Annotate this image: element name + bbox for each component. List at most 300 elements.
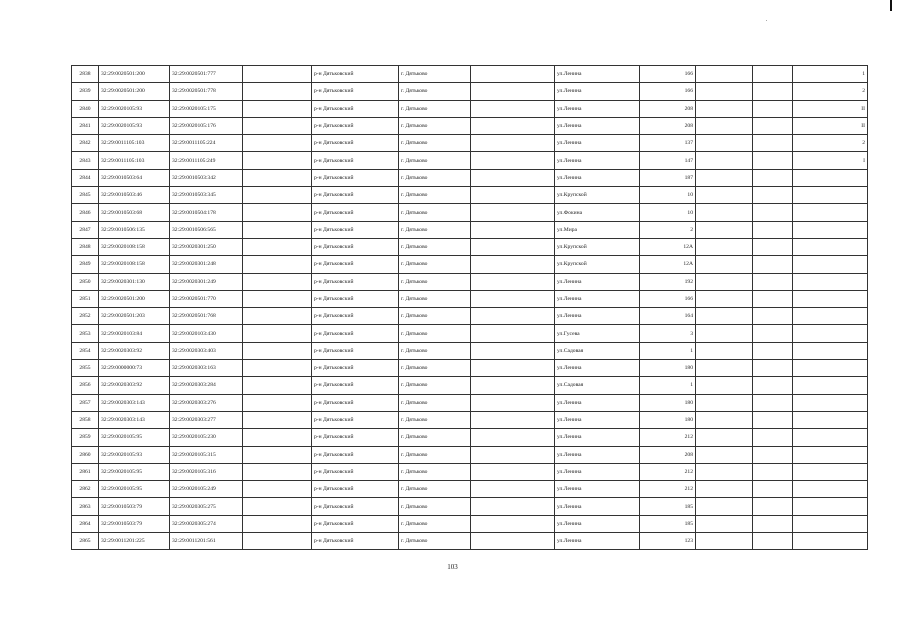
house-number-cell: 166 [640, 290, 696, 307]
city-cell: г. Дятьково [399, 83, 471, 100]
empty-cell [696, 66, 753, 83]
empty-cell [696, 290, 753, 307]
object-number-cell: 32:29:0020301:250 [170, 238, 243, 255]
object-number-cell: 32:29:0020301:249 [170, 273, 243, 290]
empty-cell [243, 429, 312, 446]
region-cell: р-н Дятьковский [312, 169, 399, 186]
empty-cell [696, 83, 753, 100]
table-row [72, 360, 868, 377]
empty-cell [243, 377, 312, 394]
empty-cell [696, 533, 753, 550]
object-number-cell: 32:29:0020303:277 [170, 411, 243, 428]
empty-cell [471, 66, 555, 83]
house-number-cell: 166 [640, 66, 696, 83]
empty-cell [471, 169, 555, 186]
object-number-cell: 32:29:0020103:430 [170, 325, 243, 342]
unit-mark-cell [793, 169, 868, 186]
cadastral-number-cell: 32:29:0020303:143 [99, 394, 170, 411]
table-row [72, 117, 868, 134]
empty-cell [753, 66, 793, 83]
empty-cell [696, 360, 753, 377]
table-row [72, 377, 868, 394]
object-number-cell: 32:29:0020501:770 [170, 290, 243, 307]
empty-cell [243, 273, 312, 290]
empty-cell [471, 411, 555, 428]
object-number-cell: 32:29:0011105:224 [170, 135, 243, 152]
empty-cell [243, 290, 312, 307]
city-cell: г. Дятьково [399, 308, 471, 325]
object-number-cell: 32:29:0010503:345 [170, 187, 243, 204]
empty-cell [753, 117, 793, 134]
empty-cell [243, 515, 312, 532]
empty-cell [753, 290, 793, 307]
cadastral-number-cell: 32:29:0011201:225 [99, 533, 170, 550]
empty-cell [753, 411, 793, 428]
empty-cell [753, 83, 793, 100]
region-cell: р-н Дятьковский [312, 446, 399, 463]
unit-mark-cell: 2 [793, 83, 868, 100]
registry-table-body [72, 66, 868, 550]
empty-cell [243, 83, 312, 100]
empty-cell [471, 256, 555, 273]
empty-cell [696, 100, 753, 117]
empty-cell [696, 515, 753, 532]
empty-cell [471, 429, 555, 446]
empty-cell [696, 238, 753, 255]
table-row [72, 463, 868, 480]
empty-cell [753, 204, 793, 221]
empty-cell [753, 394, 793, 411]
row-number-cell: 2859 [72, 429, 99, 446]
cadastral-number-cell: 32:29:0020105:95 [99, 463, 170, 480]
table-row [72, 100, 868, 117]
house-number-cell: 12А [640, 238, 696, 255]
row-number-cell: 2853 [72, 325, 99, 342]
row-number-cell: 2844 [72, 169, 99, 186]
empty-cell [696, 325, 753, 342]
city-cell: г. Дятьково [399, 152, 471, 169]
empty-cell [471, 325, 555, 342]
empty-cell [753, 169, 793, 186]
empty-cell [243, 342, 312, 359]
empty-cell [471, 533, 555, 550]
page-number: 103 [447, 563, 458, 571]
region-cell: р-н Дятьковский [312, 377, 399, 394]
city-cell: г. Дятьково [399, 360, 471, 377]
table-row [72, 290, 868, 307]
row-number-cell: 2846 [72, 204, 99, 221]
region-cell: р-н Дятьковский [312, 481, 399, 498]
cadastral-number-cell: 32:29:0020303:92 [99, 377, 170, 394]
region-cell: р-н Дятьковский [312, 360, 399, 377]
city-cell: г. Дятьково [399, 169, 471, 186]
street-cell: ул.Гусева [555, 325, 640, 342]
street-cell: ул.Ленина [555, 290, 640, 307]
scan-edge-mark [890, 0, 892, 11]
table-row [72, 204, 868, 221]
house-number-cell: 123 [640, 533, 696, 550]
region-cell: р-н Дятьковский [312, 394, 399, 411]
unit-mark-cell: 1 [793, 66, 868, 83]
table-row [72, 238, 868, 255]
empty-cell [696, 187, 753, 204]
empty-cell [471, 117, 555, 134]
cadastral-number-cell: 32:29:0011105:103 [99, 152, 170, 169]
registry-table [71, 65, 868, 550]
cadastral-number-cell: 32:29:0020103:84 [99, 325, 170, 342]
row-number-cell: 2856 [72, 377, 99, 394]
house-number-cell: 212 [640, 481, 696, 498]
empty-cell [243, 481, 312, 498]
row-number-cell: 2860 [72, 446, 99, 463]
empty-cell [243, 187, 312, 204]
empty-cell [243, 238, 312, 255]
region-cell: р-н Дятьковский [312, 290, 399, 307]
city-cell: г. Дятьково [399, 411, 471, 428]
city-cell: г. Дятьково [399, 221, 471, 238]
empty-cell [696, 135, 753, 152]
empty-cell [471, 377, 555, 394]
table-row [72, 256, 868, 273]
region-cell: р-н Дятьковский [312, 100, 399, 117]
unit-mark-cell [793, 377, 868, 394]
unit-mark-cell [793, 187, 868, 204]
empty-cell [753, 152, 793, 169]
empty-cell [696, 221, 753, 238]
cadastral-number-cell: 32:29:0020105:95 [99, 481, 170, 498]
house-number-cell: 208 [640, 100, 696, 117]
unit-mark-cell [793, 533, 868, 550]
region-cell: р-н Дятьковский [312, 256, 399, 273]
city-cell: г. Дятьково [399, 446, 471, 463]
table-row [72, 135, 868, 152]
object-number-cell: 32:29:0020501:778 [170, 83, 243, 100]
empty-cell [471, 221, 555, 238]
object-number-cell: 32:29:0020105:316 [170, 463, 243, 480]
empty-cell [243, 66, 312, 83]
house-number-cell: 185 [640, 498, 696, 515]
house-number-cell: 212 [640, 429, 696, 446]
table-row [72, 169, 868, 186]
row-number-cell: 2838 [72, 66, 99, 83]
row-number-cell: 2849 [72, 256, 99, 273]
empty-cell [696, 273, 753, 290]
row-number-cell: 2858 [72, 411, 99, 428]
house-number-cell: 1 [640, 377, 696, 394]
region-cell: р-н Дятьковский [312, 238, 399, 255]
unit-mark-cell: I [793, 152, 868, 169]
empty-cell [753, 100, 793, 117]
row-number-cell: 2851 [72, 290, 99, 307]
row-number-cell: 2848 [72, 238, 99, 255]
unit-mark-cell [793, 394, 868, 411]
cadastral-number-cell: 32:29:0020105:93 [99, 117, 170, 134]
empty-cell [753, 273, 793, 290]
table-row [72, 394, 868, 411]
street-cell: ул.Фокина [555, 204, 640, 221]
house-number-cell: 192 [640, 273, 696, 290]
street-cell: ул.Крупской [555, 238, 640, 255]
empty-cell [243, 498, 312, 515]
region-cell: р-н Дятьковский [312, 325, 399, 342]
object-number-cell: 32:29:0020105:230 [170, 429, 243, 446]
empty-cell [753, 221, 793, 238]
scan-speck [766, 20, 767, 21]
empty-cell [696, 342, 753, 359]
cadastral-number-cell: 32:29:0011105:103 [99, 135, 170, 152]
house-number-cell: 10 [640, 187, 696, 204]
object-number-cell: 32:29:0020501:768 [170, 308, 243, 325]
cadastral-number-cell: 32:29:0020303:143 [99, 411, 170, 428]
city-cell: г. Дятьково [399, 325, 471, 342]
object-number-cell: 32:29:0020501:777 [170, 66, 243, 83]
empty-cell [696, 256, 753, 273]
house-number-cell: 208 [640, 117, 696, 134]
region-cell: р-н Дятьковский [312, 533, 399, 550]
cadastral-number-cell: 32:29:0010503:64 [99, 169, 170, 186]
unit-mark-cell [793, 221, 868, 238]
house-number-cell: 208 [640, 446, 696, 463]
object-number-cell: 32:29:0011201:561 [170, 533, 243, 550]
row-number-cell: 2855 [72, 360, 99, 377]
region-cell: р-н Дятьковский [312, 221, 399, 238]
house-number-cell: 164 [640, 308, 696, 325]
house-number-cell: 180 [640, 394, 696, 411]
region-cell: р-н Дятьковский [312, 83, 399, 100]
empty-cell [471, 360, 555, 377]
unit-mark-cell: 2 [793, 135, 868, 152]
empty-cell [471, 273, 555, 290]
empty-cell [696, 498, 753, 515]
city-cell: г. Дятьково [399, 429, 471, 446]
object-number-cell: 32:29:0020303:403 [170, 342, 243, 359]
cadastral-number-cell: 32:29:0020303:92 [99, 342, 170, 359]
house-number-cell: 187 [640, 169, 696, 186]
street-cell: ул.Ленина [555, 446, 640, 463]
region-cell: р-н Дятьковский [312, 429, 399, 446]
street-cell: ул.Ленина [555, 83, 640, 100]
table-row [72, 342, 868, 359]
unit-mark-cell [793, 325, 868, 342]
cadastral-number-cell: 32:29:0020108:158 [99, 238, 170, 255]
empty-cell [471, 498, 555, 515]
empty-cell [696, 446, 753, 463]
empty-cell [753, 429, 793, 446]
street-cell: ул.Ленина [555, 394, 640, 411]
empty-cell [243, 152, 312, 169]
row-number-cell: 2845 [72, 187, 99, 204]
empty-cell [471, 342, 555, 359]
empty-cell [753, 446, 793, 463]
empty-cell [753, 325, 793, 342]
empty-cell [696, 463, 753, 480]
unit-mark-cell [793, 290, 868, 307]
object-number-cell: 32:29:0011105:249 [170, 152, 243, 169]
street-cell: ул.Ленина [555, 66, 640, 83]
empty-cell [696, 394, 753, 411]
region-cell: р-н Дятьковский [312, 308, 399, 325]
street-cell: ул.Садовая [555, 342, 640, 359]
house-number-cell: 3 [640, 325, 696, 342]
region-cell: р-н Дятьковский [312, 411, 399, 428]
empty-cell [243, 135, 312, 152]
cadastral-number-cell: 32:29:0020501:203 [99, 308, 170, 325]
empty-cell [471, 290, 555, 307]
street-cell: ул.Ленина [555, 411, 640, 428]
house-number-cell: 12А [640, 256, 696, 273]
empty-cell [696, 204, 753, 221]
city-cell: г. Дятьково [399, 342, 471, 359]
empty-cell [243, 204, 312, 221]
unit-mark-cell [793, 273, 868, 290]
city-cell: г. Дятьково [399, 204, 471, 221]
street-cell: ул.Ленина [555, 515, 640, 532]
cadastral-number-cell: 32:29:0010503:46 [99, 187, 170, 204]
house-number-cell: 1 [640, 342, 696, 359]
street-cell: ул.Крупской [555, 256, 640, 273]
city-cell: г. Дятьково [399, 238, 471, 255]
object-number-cell: 32:29:0010506:565 [170, 221, 243, 238]
cadastral-number-cell: 32:29:0020108:158 [99, 256, 170, 273]
row-number-cell: 2863 [72, 498, 99, 515]
empty-cell [753, 481, 793, 498]
unit-mark-cell [793, 446, 868, 463]
unit-mark-cell [793, 515, 868, 532]
row-number-cell: 2839 [72, 83, 99, 100]
empty-cell [471, 463, 555, 480]
street-cell: ул.Ленина [555, 100, 640, 117]
house-number-cell: 10 [640, 204, 696, 221]
cadastral-number-cell: 32:29:0000000:73 [99, 360, 170, 377]
empty-cell [753, 498, 793, 515]
unit-mark-cell: II [793, 100, 868, 117]
unit-mark-cell [793, 360, 868, 377]
table-row [72, 187, 868, 204]
empty-cell [471, 481, 555, 498]
cadastral-number-cell: 32:29:0010506:135 [99, 221, 170, 238]
table-row [72, 83, 868, 100]
city-cell: г. Дятьково [399, 117, 471, 134]
city-cell: г. Дятьково [399, 273, 471, 290]
city-cell: г. Дятьково [399, 463, 471, 480]
empty-cell [471, 394, 555, 411]
object-number-cell: 32:29:0010504:178 [170, 204, 243, 221]
region-cell: р-н Дятьковский [312, 135, 399, 152]
cadastral-number-cell: 32:29:0020105:93 [99, 446, 170, 463]
street-cell: ул.Ленина [555, 498, 640, 515]
empty-cell [696, 429, 753, 446]
cadastral-number-cell: 32:29:0020501:200 [99, 66, 170, 83]
row-number-cell: 2840 [72, 100, 99, 117]
empty-cell [243, 533, 312, 550]
empty-cell [243, 221, 312, 238]
row-number-cell: 2854 [72, 342, 99, 359]
street-cell: ул.Ленина [555, 135, 640, 152]
empty-cell [753, 187, 793, 204]
empty-cell [243, 117, 312, 134]
empty-cell [753, 533, 793, 550]
empty-cell [753, 135, 793, 152]
empty-cell [243, 308, 312, 325]
city-cell: г. Дятьково [399, 256, 471, 273]
table-row [72, 498, 868, 515]
empty-cell [243, 325, 312, 342]
empty-cell [696, 377, 753, 394]
table-row [72, 411, 868, 428]
row-number-cell: 2850 [72, 273, 99, 290]
empty-cell [471, 308, 555, 325]
unit-mark-cell [793, 308, 868, 325]
object-number-cell: 32:29:0020105:315 [170, 446, 243, 463]
region-cell: р-н Дятьковский [312, 152, 399, 169]
table-row [72, 429, 868, 446]
table-row [72, 446, 868, 463]
region-cell: р-н Дятьковский [312, 187, 399, 204]
unit-mark-cell [793, 256, 868, 273]
empty-cell [753, 308, 793, 325]
unit-mark-cell [793, 342, 868, 359]
street-cell: ул.Ленина [555, 152, 640, 169]
row-number-cell: 2857 [72, 394, 99, 411]
house-number-cell: 137 [640, 135, 696, 152]
table-row [72, 515, 868, 532]
object-number-cell: 32:29:0010503:342 [170, 169, 243, 186]
cadastral-number-cell: 32:29:0010503:79 [99, 498, 170, 515]
cadastral-number-cell: 32:29:0020105:93 [99, 100, 170, 117]
house-number-cell: 2 [640, 221, 696, 238]
street-cell: ул.Ленина [555, 308, 640, 325]
region-cell: р-н Дятьковский [312, 498, 399, 515]
table-row [72, 66, 868, 83]
row-number-cell: 2852 [72, 308, 99, 325]
row-number-cell: 2841 [72, 117, 99, 134]
table-row [72, 325, 868, 342]
empty-cell [753, 360, 793, 377]
cadastral-number-cell: 32:29:0020105:95 [99, 429, 170, 446]
street-cell: ул.Ленина [555, 169, 640, 186]
empty-cell [471, 83, 555, 100]
region-cell: р-н Дятьковский [312, 66, 399, 83]
region-cell: р-н Дятьковский [312, 515, 399, 532]
row-number-cell: 2842 [72, 135, 99, 152]
empty-cell [696, 481, 753, 498]
cadastral-number-cell: 32:29:0010503:68 [99, 204, 170, 221]
object-number-cell: 32:29:0020105:176 [170, 117, 243, 134]
unit-mark-cell [793, 238, 868, 255]
table-row [72, 273, 868, 290]
unit-mark-cell [793, 429, 868, 446]
house-number-cell: 212 [640, 463, 696, 480]
empty-cell [753, 256, 793, 273]
city-cell: г. Дятьково [399, 100, 471, 117]
unit-mark-cell [793, 498, 868, 515]
row-number-cell: 2843 [72, 152, 99, 169]
row-number-cell: 2865 [72, 533, 99, 550]
empty-cell [243, 394, 312, 411]
city-cell: г. Дятьково [399, 533, 471, 550]
empty-cell [471, 135, 555, 152]
street-cell: ул.Мира [555, 221, 640, 238]
house-number-cell: 166 [640, 83, 696, 100]
empty-cell [696, 169, 753, 186]
city-cell: г. Дятьково [399, 377, 471, 394]
house-number-cell: 147 [640, 152, 696, 169]
row-number-cell: 2864 [72, 515, 99, 532]
empty-cell [471, 100, 555, 117]
table-row [72, 152, 868, 169]
city-cell: г. Дятьково [399, 498, 471, 515]
empty-cell [753, 342, 793, 359]
